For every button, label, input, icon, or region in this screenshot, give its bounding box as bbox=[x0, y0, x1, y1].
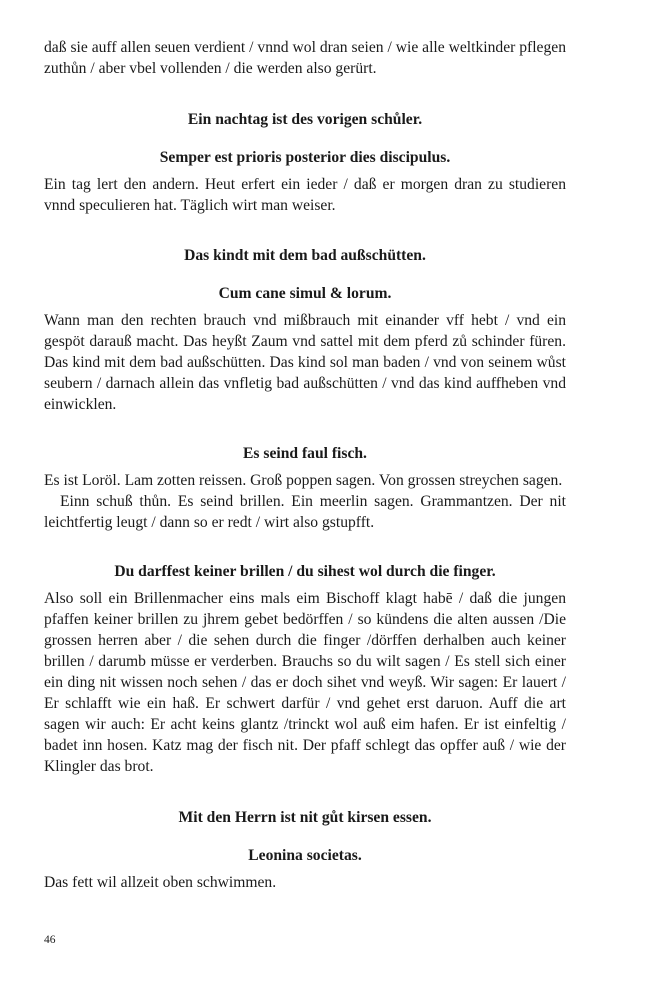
paragraph-ein-tag: Ein tag lert den andern. Heut erfert ein ieder / daß er morgen dran zu studieren vnnd speculieren hat. Täglich wirt man weiser. bbox=[44, 176, 566, 214]
heading-faul-fisch: Es seind faul fisch. bbox=[243, 445, 367, 462]
heading-das-kindt: Das kindt mit dem bad außschütten. bbox=[184, 247, 426, 264]
paragraph-das-fett: Das fett wil allzeit oben schwimmen. bbox=[44, 874, 277, 891]
heading-mit-den-herrn: Mit den Herrn ist nit gůt kirsen essen. bbox=[178, 809, 432, 826]
paragraph-brillenmacher: Also soll ein Brillenmacher eins mals eim Bischoff klagt habē / daß die jungen pfaffen keiner brillen zu jhrem gebet bedörffen / so kündens die alten aussen /Die grossen herren aber / die sehen durch die finger /dörffen derhalben auch keiner brillen / darumb müsse er verderben. Brauchs so du wilt sagen / Es stell sich einer ein ding nit wissen noch sehen / das er doch sihet vnd weyß. Wir sagen: Er lauert / Er schlafft wie ein haß. Er schwert darfür / vnd gehet erst daruon. Auff die art sagen wir auch: Er acht keins glantz /trinckt wol auß eim hafen. Er ist einfeltig / badet inn hosen. Katz mag der fisch nit. Der pfaff schlegt das opffer auß / wie der Klingler das brot. bbox=[44, 590, 566, 775]
paragraph-intro: daß sie auff allen seuen verdient / vnnd wol dran seien / wie alle weltkinder pflegen zuthůn / aber vbel vollenden / die werden also gerürt. bbox=[44, 39, 566, 77]
page-number: 46 bbox=[44, 934, 56, 946]
heading-cum-cane: Cum cane simul & lorum. bbox=[218, 285, 392, 302]
heading-semper-est: Semper est prioris posterior dies discipulus. bbox=[159, 149, 451, 166]
heading-leonina-societas: Leonina societas. bbox=[248, 847, 362, 864]
paragraph-es-ist-loroel: Es ist Loröl. Lam zotten reissen. Groß poppen sagen. Von grossen streychen sagen. bbox=[44, 472, 563, 489]
paragraph-wann-man: Wann man den rechten brauch vnd mißbrauch mit einander vff hebt / vnd ein gespöt darauß macht. Das heyßt Zaum vnd sattel mit dem pferd zů schinder füren. Das kind mit dem bad außschütten. Das kind sol man baden / vnd von seinem wůst seubern / darnach allein das vnfletig bad außschütten / vnd das kind auffheben vnd einwicklen. bbox=[44, 312, 566, 413]
heading-ein-nachtag: Ein nachtag ist des vorigen schůler. bbox=[187, 111, 423, 128]
heading-du-darffest: Du darffest keiner brillen / du sihest wol durch die finger. bbox=[114, 563, 496, 580]
page-body bbox=[44, 37, 566, 893]
paragraph-einn-schuss: Einn schuß thůn. Es seind brillen. Ein meerlin sagen. Grammantzen. Der nit leichtfertig leugt / dann so er redt / wirt also gstupfft. bbox=[44, 493, 566, 531]
